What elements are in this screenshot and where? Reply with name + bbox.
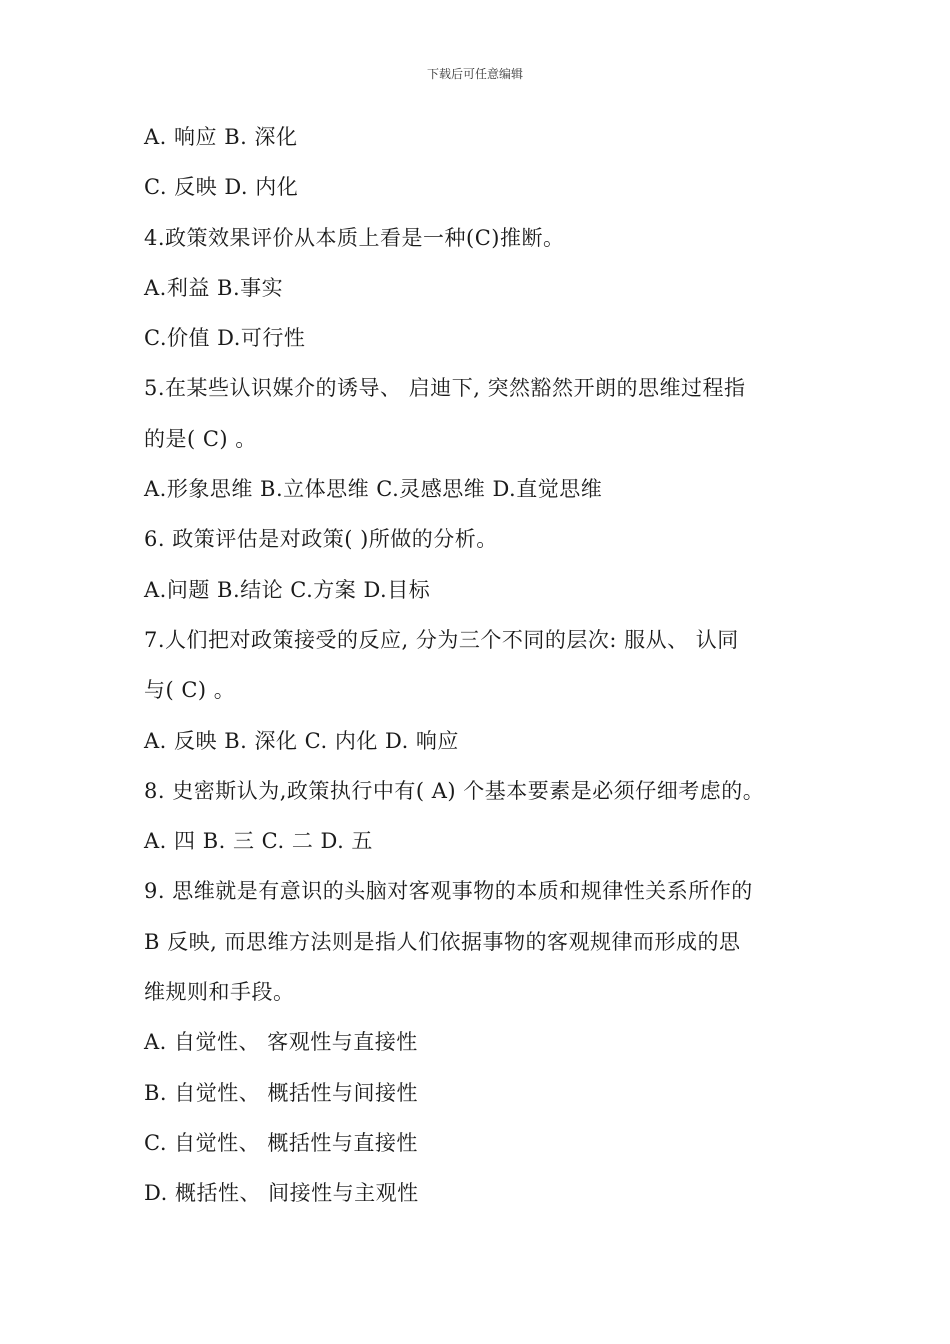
q7-question-line1: 7.人们把对政策接受的反应, 分为三个不同的层次: 服从、 认同 — [144, 627, 739, 652]
page-header: 下载后可任意编辑 — [426, 67, 523, 81]
q9-question-line3: 维规则和手段。 — [144, 980, 295, 1005]
q9-question-line1: 9. 思维就是有意识的头脑对客观事物的本质和规律性关系所作的 — [144, 879, 753, 904]
q4-options-cd: C.价值 D.可行性 — [144, 326, 306, 351]
q4-question: 4.政策效果评价从本质上看是一种(C)推断。 — [144, 225, 565, 250]
q9-option-a: A. 自觉性、 客观性与直接性 — [144, 1030, 418, 1055]
q9-question-line2: B 反映, 而思维方法则是指人们依据事物的客观规律而形成的思 — [144, 929, 741, 954]
q9-option-d: D. 概括性、 间接性与主观性 — [144, 1181, 419, 1206]
q7-question-line2: 与( C) 。 — [144, 678, 236, 703]
q9-option-b: B. 自觉性、 概括性与间接性 — [144, 1080, 418, 1105]
q5-options: A.形象思维 B.立体思维 C.灵感思维 D.直觉思维 — [144, 477, 603, 502]
document-body — [144, 116, 834, 1223]
q5-question-line1: 5.在某些认识媒介的诱导、 启迪下, 突然豁然开朗的思维过程指 — [144, 376, 746, 401]
q4-options-ab: A.利益 B.事实 — [144, 275, 284, 300]
q5-question-line2: 的是( C) 。 — [144, 426, 257, 451]
q3-options-cd: C. 反映 D. 内化 — [144, 175, 299, 200]
q7-options: A. 反映 B. 深化 C. 内化 D. 响应 — [144, 728, 459, 753]
q8-question: 8. 史密斯认为,政策执行中有( A) 个基本要素是必须仔细考虑的。 — [144, 778, 765, 803]
q8-options: A. 四 B. 三 C. 二 D. 五 — [144, 829, 373, 854]
q6-question: 6. 政策评估是对政策( )所做的分析。 — [144, 527, 498, 552]
q3-options-ab: A. 响应 B. 深化 — [144, 125, 298, 149]
q6-options: A.问题 B.结论 C.方案 D.目标 — [144, 577, 431, 602]
q9-option-c: C. 自觉性、 概括性与直接性 — [144, 1130, 418, 1155]
